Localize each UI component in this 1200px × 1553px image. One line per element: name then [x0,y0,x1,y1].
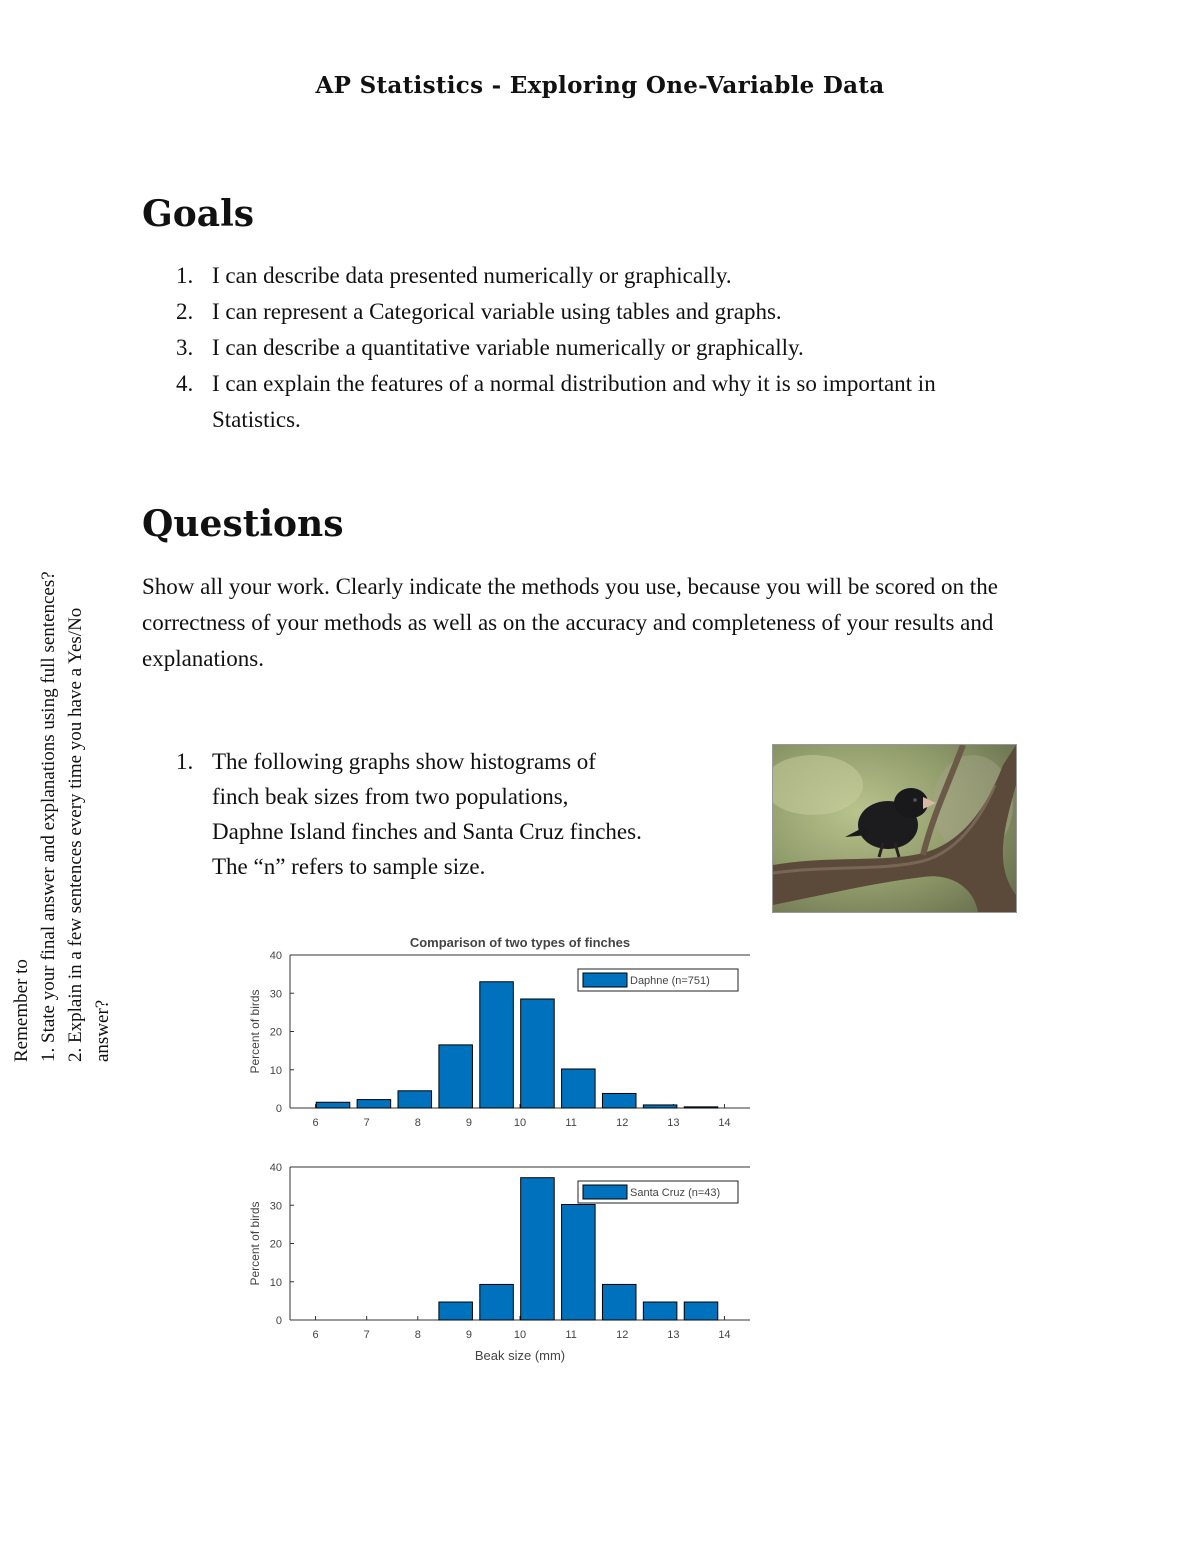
goal-item [176,258,1006,294]
y-axis-label: Percent of birds [248,1201,262,1286]
y-tick-label: 40 [269,950,282,962]
goal-text: I can represent a Categorical variable using tables and graphs. [212,299,782,324]
question-item [176,744,766,884]
y-tick-label: 0 [275,1315,282,1327]
x-tick-label: 9 [465,1329,472,1341]
y-tick-label: 0 [275,1103,282,1115]
side-note-line: 1. State your final answer and explanations using full sentences? [38,571,59,1062]
side-note-line: 2. Explain in a few sentences every time you have a Yes/No [65,607,86,1062]
x-tick-label: 12 [616,1329,629,1341]
histogram-bar [602,1093,636,1108]
goals-list [176,258,1006,438]
questions-intro: Show all your work. Clearly indicate the methods you use, because you will be scored on the correctness of your methods as well as on the accuracy and completeness of your results and explanations. [142,574,998,671]
histogram-bar [643,1302,677,1320]
goal-number: 3. [176,335,194,360]
y-tick-label: 10 [269,1276,282,1289]
x-tick-label: 7 [363,1329,370,1341]
histogram-bar [521,999,555,1108]
histogram-bar [643,1105,677,1108]
y-axis-label: Percent of birds [248,989,262,1074]
histogram-bar [480,1284,514,1320]
histogram-bar [480,982,514,1108]
goal-text: I can describe data presented numerically or graphically. [212,263,732,288]
side-note-line: Remember to [11,959,32,1062]
histogram-bar [562,1069,596,1108]
goal-number: 2. [176,299,194,324]
x-tick-label: 14 [718,1329,731,1341]
question-text: The following graphs show histograms of finch beak sizes from two populations, Daphne Island finches and Santa Cruz finches. The “n” refers to sample size. [212,749,642,879]
goal-number: 4. [176,371,194,396]
y-tick-label: 30 [269,1200,282,1213]
histogram-bar [439,1302,473,1320]
legend-label: Daphne (n=751) [630,975,710,987]
chart-title: Comparison of two types of finches [409,935,631,950]
histogram-bar [602,1284,636,1320]
y-tick-label: 30 [269,988,282,1001]
x-tick-label: 13 [667,1117,680,1129]
goal-item [176,294,1006,330]
goal-item [176,330,1006,366]
goal-item [176,366,1006,438]
histogram-bar [398,1091,432,1108]
histogram-bar [357,1100,391,1108]
x-tick-label: 14 [718,1117,731,1129]
x-tick-label: 7 [363,1117,370,1129]
histogram-bar [684,1302,718,1320]
x-tick-label: 9 [465,1117,472,1129]
questions-heading: Questions [142,503,344,545]
goals-heading: Goals [142,193,255,235]
histogram-bar [521,1178,555,1320]
legend-label: Santa Cruz (n=43) [630,1187,721,1199]
side-note [8,502,116,1062]
x-tick-label: 8 [414,1329,421,1341]
x-tick-label: 8 [414,1117,421,1129]
legend-swatch [583,973,627,987]
x-tick-label: 12 [616,1117,629,1129]
y-tick-label: 40 [269,1162,282,1174]
x-tick-label: 6 [312,1117,319,1129]
x-tick-label: 10 [513,1117,527,1129]
x-axis-label: Beak size (mm) [474,1348,566,1363]
y-tick-label: 20 [269,1238,282,1251]
x-tick-label: 11 [565,1117,577,1129]
question-number: 1. [176,749,194,774]
questions-list [176,744,766,884]
x-tick-label: 10 [513,1329,527,1341]
histogram-bar [316,1102,350,1108]
x-tick-label: 13 [667,1329,680,1341]
goal-text: I can describe a quantitative variable numerically or graphically. [212,335,804,360]
finch-photo [772,744,1017,913]
goal-text: I can explain the features of a normal distribution and why it is so important in Statistics. [212,371,936,432]
histogram-bar [684,1107,718,1108]
goal-number: 1. [176,263,194,288]
legend-swatch [583,1185,627,1199]
y-tick-label: 20 [269,1026,282,1039]
y-tick-label: 10 [269,1064,282,1077]
histogram-svg [235,925,765,1370]
x-tick-label: 11 [565,1329,577,1341]
x-tick-label: 6 [312,1329,319,1341]
histogram-bar [562,1204,596,1320]
histogram-bar [439,1045,473,1108]
side-note-line: answer? [92,999,113,1062]
finch-illustration [773,745,1016,912]
histogram-figure [235,925,765,1370]
document-title: AP Statistics - Exploring One-Variable Data [315,72,885,99]
